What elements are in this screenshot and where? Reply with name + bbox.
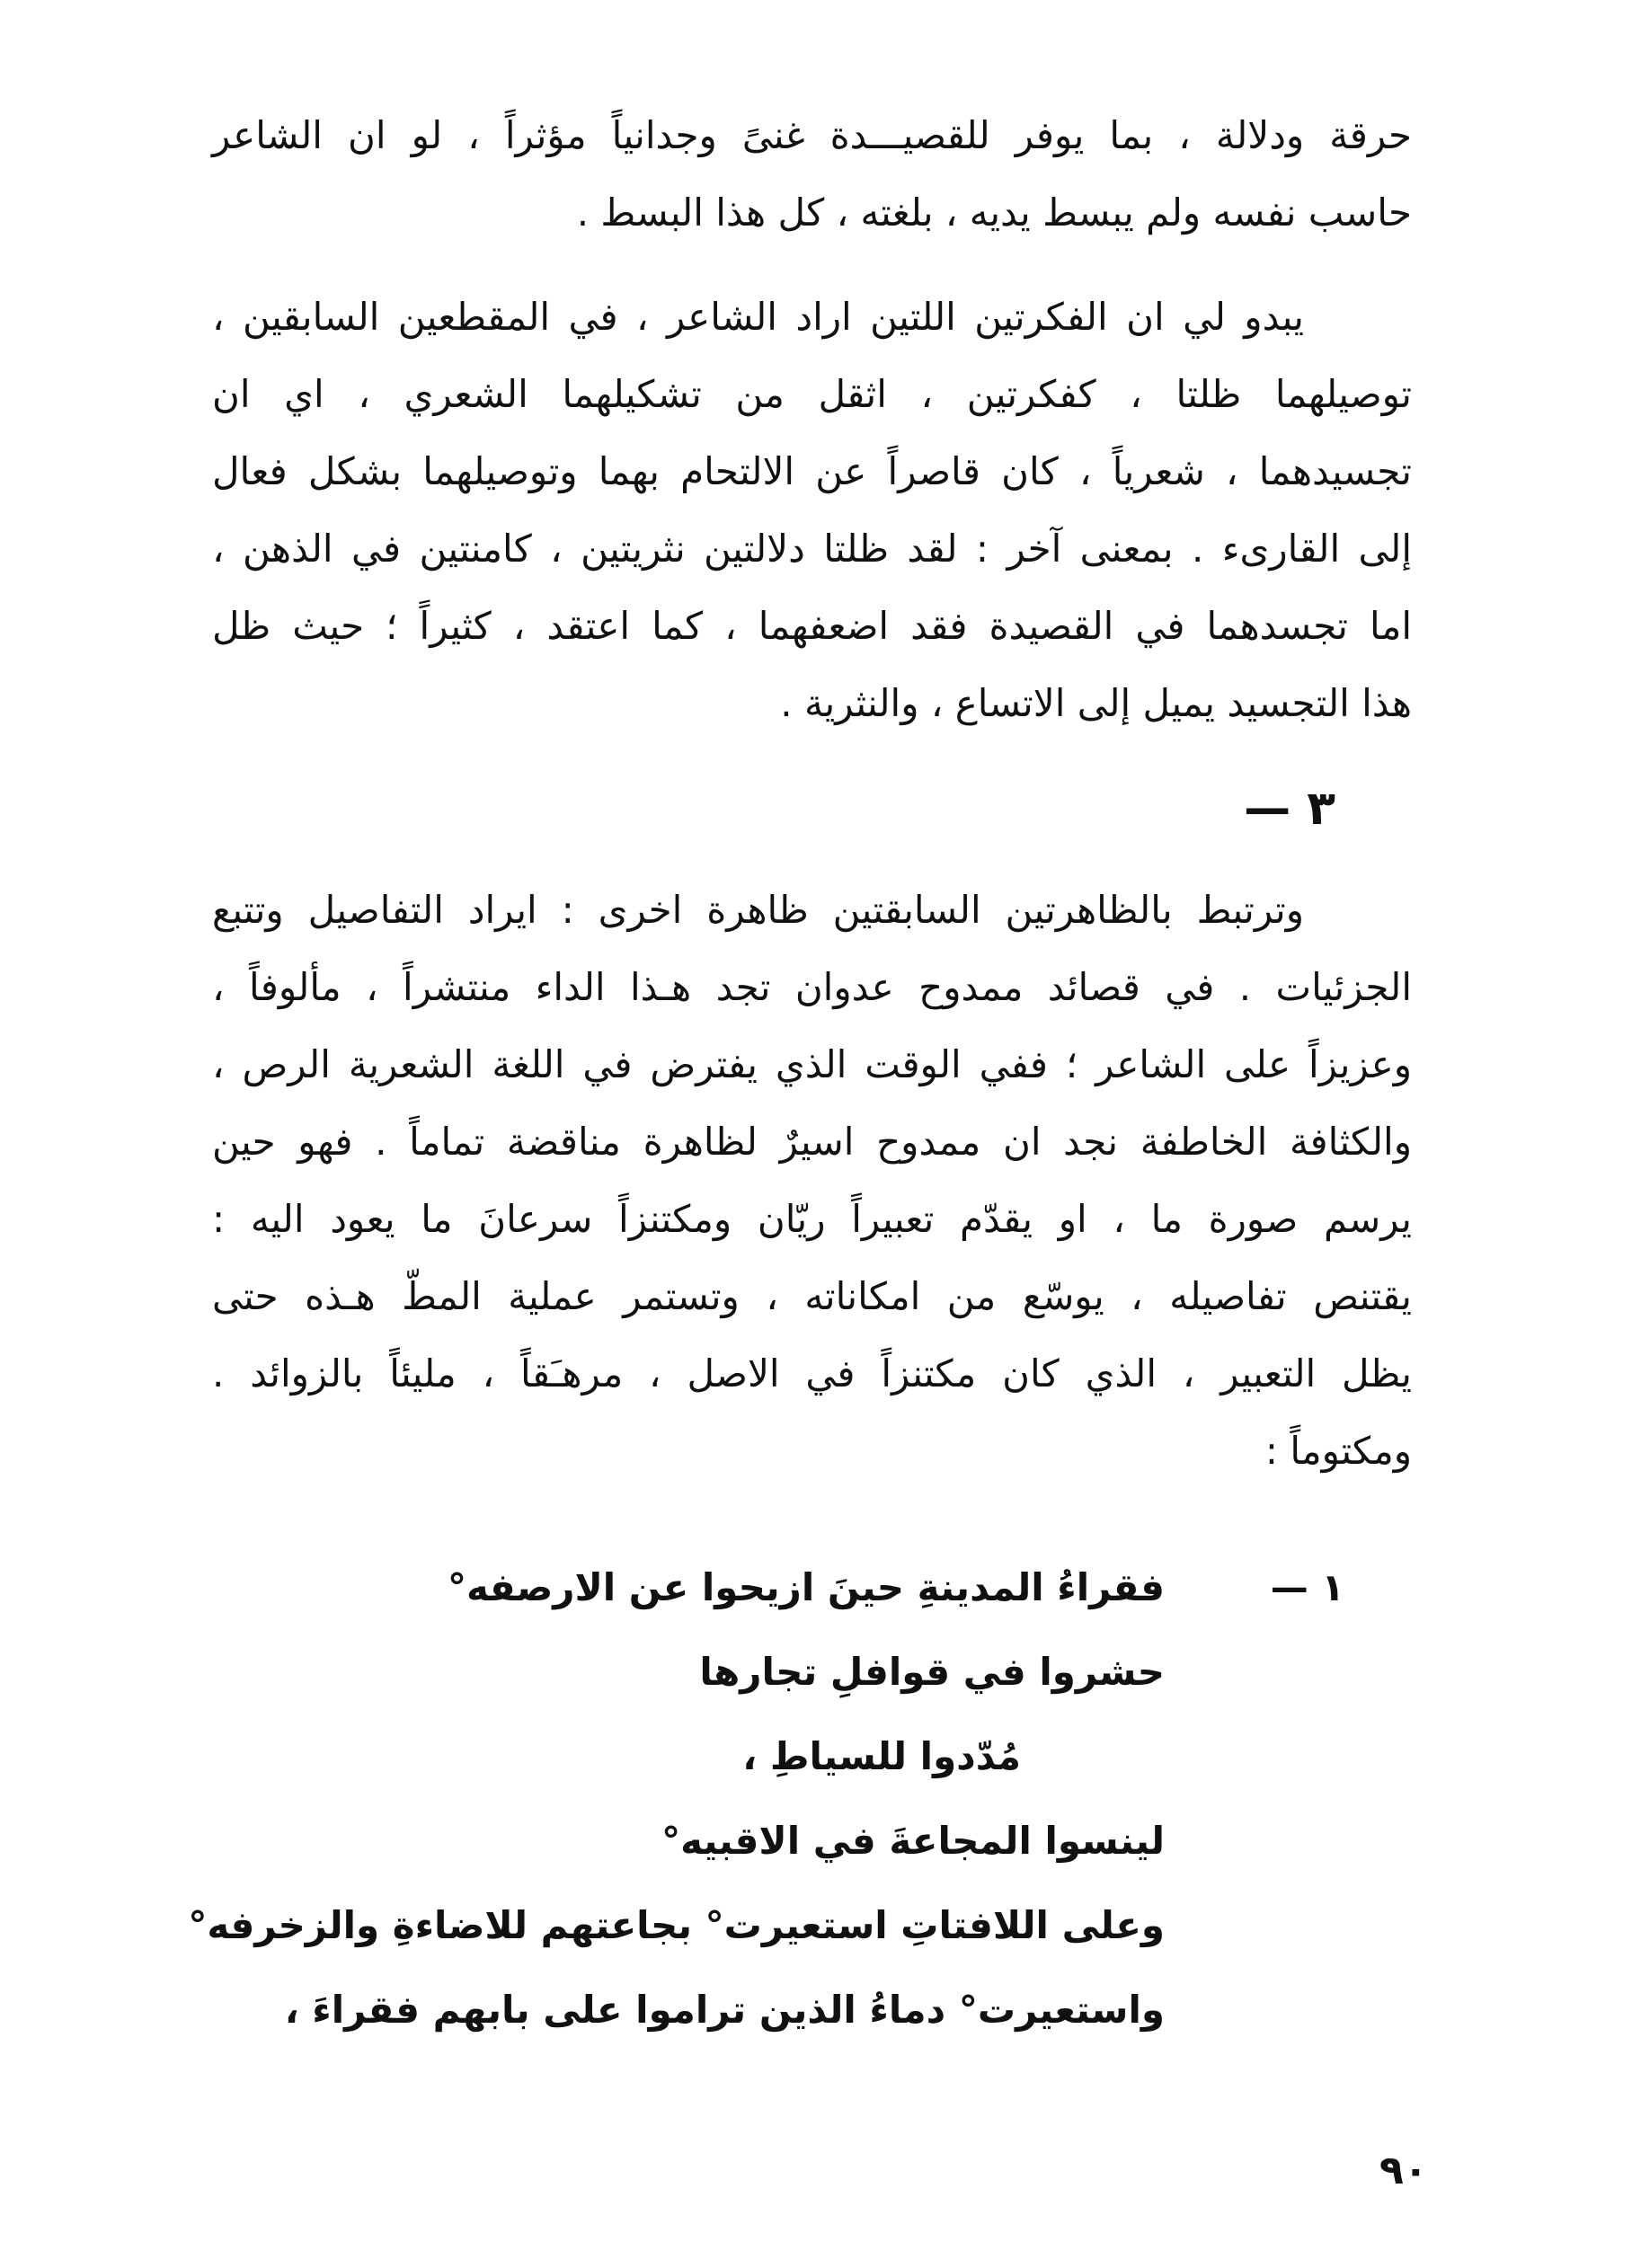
poem-line: مُدّدوا للسياطِ ، bbox=[742, 1734, 1021, 1778]
paragraph-line: ومكتوماً : bbox=[1264, 1429, 1412, 1473]
paragraph-line: الجزئيات . في قصائد ممدوح عدوان تجد هـذا الداء منتشراً ، مألوفاً ، bbox=[212, 965, 1412, 1009]
paragraph-line: توصيلهما ظلتا ، كفكرتين ، اثقل من تشكيلهما الشعري ، اي ان bbox=[212, 372, 1412, 416]
poem-line: لينسوا المجاعةَ في الاقبيه° bbox=[661, 1819, 1165, 1863]
paragraph-line: حاسب نفسه ولم يبسط يديه ، بلغته ، كل هذا البسط . bbox=[576, 190, 1412, 235]
paragraph-line: اما تجسدهما في القصيدة فقد اضعفهما ، كما اعتقد ، كثيراً ؛ حيث ظل bbox=[212, 604, 1412, 648]
poem-line: حشروا في قوافلِ تجارها bbox=[699, 1650, 1165, 1694]
paragraph-line: إلى القارىء . بمعنى آخر : لقد ظلتا دلالتين نثريتين ، كامنتين في الذهن ، bbox=[212, 527, 1412, 571]
paragraph-line: تجسيدهما ، شعرياً ، كان قاصراً عن الالتحام بهما وتوصيلهما بشكل فعال bbox=[212, 449, 1412, 493]
poem-number: ١ — bbox=[1270, 1565, 1344, 1609]
paragraph-line: هذا التجسيد يميل إلى الاتساع ، والنثرية . bbox=[780, 681, 1412, 725]
poem-line bbox=[446, 1546, 1344, 1630]
poem-line: وعلى اللافتاتِ استعيرت° بجاعتهم للاضاءةِ والزخرفه° bbox=[188, 1903, 1165, 1947]
paragraph-line: والكثافة الخاطفة نجد ان ممدوح اسيرٌ لظاهرة مناقضة تماماً . فهو حين bbox=[212, 1120, 1412, 1164]
paragraph-line: يقتنص تفاصيله ، يوسّع من امكاناته ، وتستمر عملية المطّ هـذه حتى bbox=[212, 1274, 1412, 1318]
paragraph-line: حرقة ودلالة ، بما يوفر للقصيـــدة غنىً وجدانياً مؤثراً ، لو ان الشاعر bbox=[212, 113, 1412, 157]
paragraph-2 bbox=[212, 279, 1412, 742]
paragraph-1 bbox=[212, 97, 1412, 252]
paragraph-line: يرسم صورة ما ، او يقدّم تعبيراً ريّان ومكتنزاً سرعانَ ما يعود اليه : bbox=[212, 1197, 1412, 1241]
paragraph-line: يظل التعبير ، الذي كان مكتنزاً في الاصل ، مرهـَقاً ، مليئاً بالزوائد . bbox=[212, 1351, 1412, 1395]
paragraph-3 bbox=[212, 872, 1412, 1490]
poem-line: واستعيرت° دماءُ الذين تراموا على بابهم فقراءَ ، bbox=[284, 1988, 1165, 2032]
paragraph-line: وترتبط بالظاهرتين السابقتين ظاهرة اخرى : ايراد التفاصيل وتتبع bbox=[212, 888, 1304, 932]
section-number: ٣ — bbox=[1244, 782, 1335, 836]
page-number: ٩٠ bbox=[1379, 2148, 1428, 2193]
paragraph-line: وعزيزاً على الشاعر ؛ ففي الوقت الذي يفترض في اللغة الشعرية الرص ، bbox=[212, 1042, 1412, 1086]
poem-line-text: فقراءُ المدينةِ حينَ ازيحوا عن الارصفه° bbox=[448, 1565, 1165, 1609]
poem-excerpt bbox=[188, 1546, 1344, 2052]
paragraph-line: يبدو لي ان الفكرتين اللتين اراد الشاعر ، في المقطعين السابقين ، bbox=[212, 295, 1304, 339]
